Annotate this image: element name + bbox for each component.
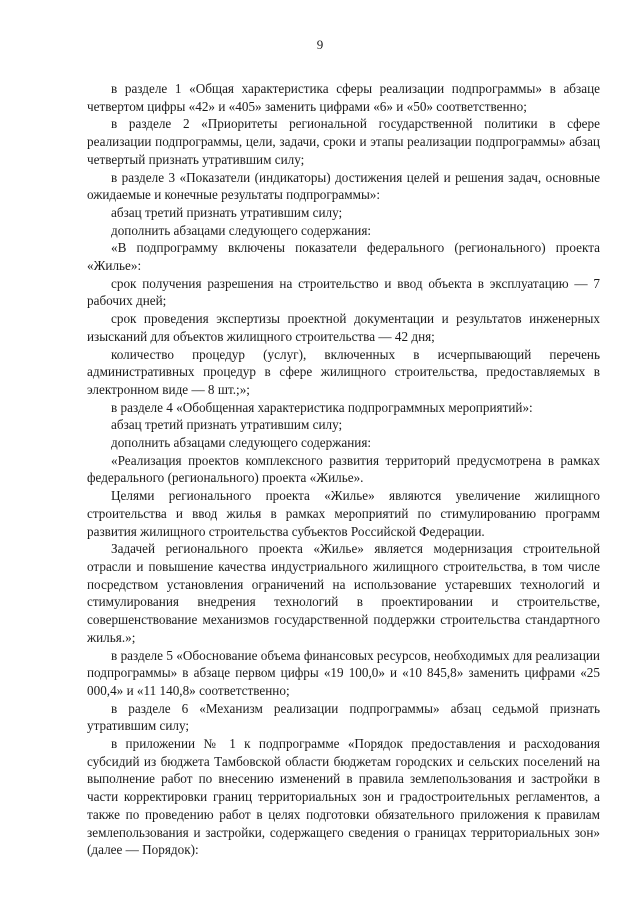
paragraph: в разделе 2 «Приоритеты региональной государственной политики в сфере реализации подпрограммы, цели, задачи, сроки и этапы реализации подпрограммы» абзац четвертый признать утратившим силу; (87, 116, 600, 167)
paragraph: Задачей регионального проекта «Жилье» является модернизация строительной отрасли и повышение качества индустриального жилищного строительства, в том числе посредством установления ограничений на использование устаревших технологий и стимулирования внедрения технологий в проектировании и строительстве, совершенствование механизмов государственной поддержки строительства стандартного жилья.»; (87, 541, 600, 645)
paragraph: срок получения разрешения на строительство и ввод объекта в эксплуатацию — 7 рабочих дней; (87, 275, 600, 309)
paragraph: в разделе 1 «Общая характеристика сферы реализации подпрограммы» в абзаце четвертом цифры «42» и «405» заменить цифрами «6» и «50» соответственно; (87, 81, 600, 114)
paragraph: в приложении № 1 к подпрограмме «Порядок предоставления и расходования субсидий из бюджета Тамбовской области бюджетам городских и сельских поселений на выполнение работ по внесению изменений в правила землепользования и застройки в части корректировки границ территориальных зон и градостроительных регламентов, а также по проведению работ в целях подготовки обязательного приложения к правилам землепользования и застройки, содержащего сведения о границах территориальных зон» (далее — Порядок): (87, 736, 600, 858)
paragraph: Целями регионального проекта «Жилье» являются увеличение жилищного строительства и ввод жилья в рамках мероприятий по стимулированию программ развития жилищного строительства субъектов Российской Федерации. (87, 488, 600, 539)
paragraph: «Реализация проектов комплексного развития территорий предусмотрена в рамках федерального (регионального) проекта «Жилье». (87, 452, 600, 486)
paragraph: в разделе 5 «Обоснование объема финансовых ресурсов, необходимых для реализации подпрограммы» в абзаце первом цифры «19 100,0» и «10 845,8» заменить цифрами «25 000,4» и «11 140,8» соответственно; (87, 647, 600, 698)
paragraph: в разделе 6 «Механизм реализации подпрограммы» абзац седьмой признать утратившим силу; (87, 700, 600, 734)
paragraph: срок проведения экспертизы проектной документации и результатов инженерных изысканий для объектов жилищного строительства — 42 дня; (87, 311, 600, 344)
paragraph: «В подпрограмму включены показатели федерального (регионального) проекта «Жилье»: (87, 240, 600, 274)
page-number: 9 (316, 37, 324, 52)
document-body (87, 80, 600, 859)
paragraph: дополнить абзацами следующего содержания: (111, 222, 372, 238)
paragraph: в разделе 3 «Показатели (индикаторы) достижения целей и решения задач, основные ожидаемые и конечные результаты подпрограммы»: (87, 169, 600, 203)
paragraph: абзац третий признать утратившим силу; (111, 204, 343, 220)
paragraph: количество процедур (услуг), включенных в исчерпывающий перечень административных процедур в сфере жилищного строительства, предоставляемых в электронном виде — 8 шт.;»; (87, 346, 600, 397)
paragraph: абзац третий признать утратившим силу; (111, 417, 343, 433)
paragraph: в разделе 4 «Обобщенная характеристика подпрограммных мероприятий»: (111, 399, 533, 415)
paragraph: дополнить абзацами следующего содержания: (111, 435, 372, 451)
